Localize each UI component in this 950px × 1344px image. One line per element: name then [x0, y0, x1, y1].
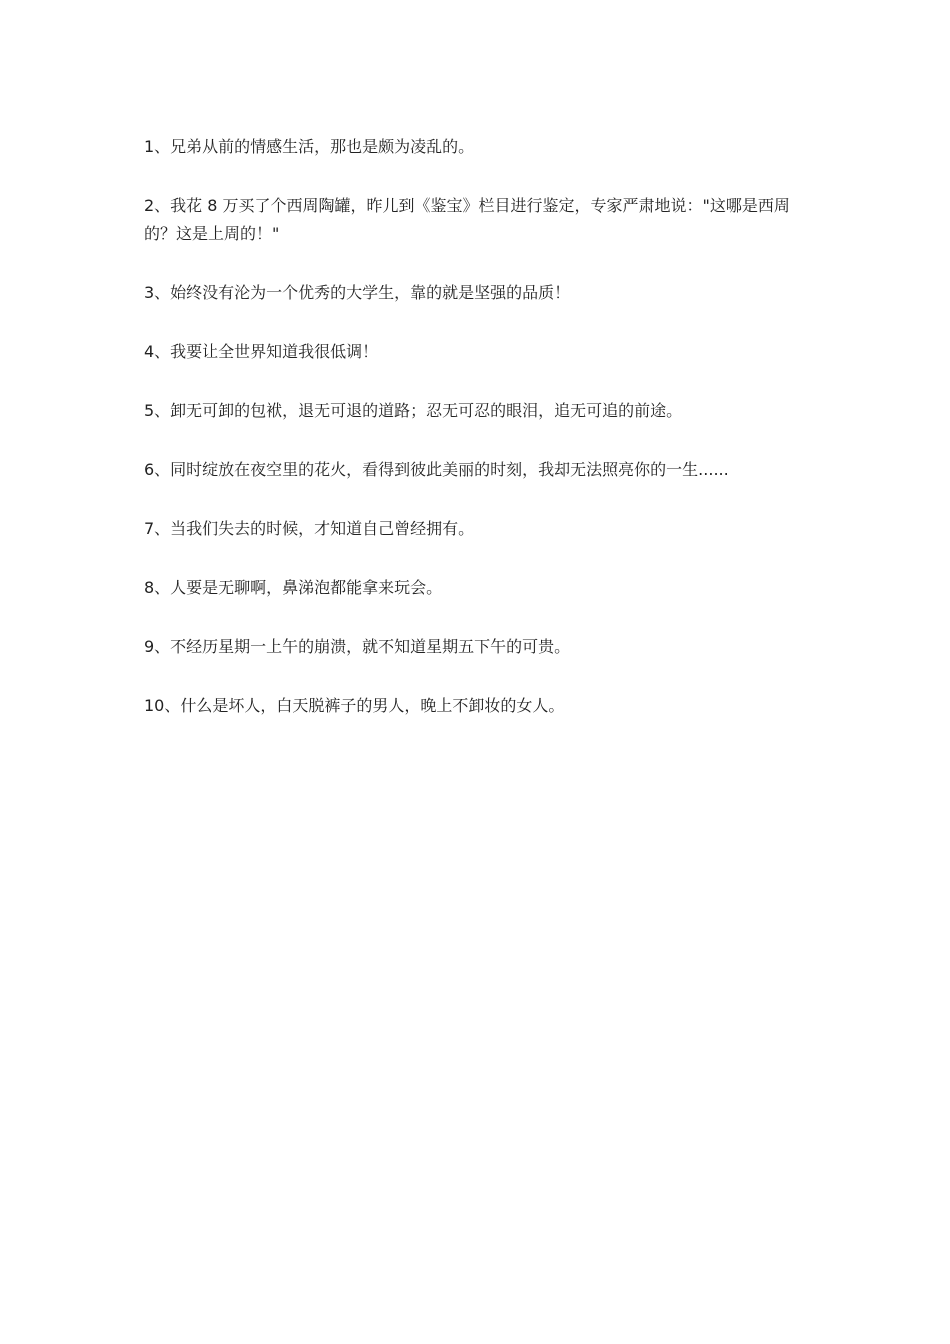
- list-item: 3、始终没有沦为一个优秀的大学生，靠的就是坚强的品质！: [144, 283, 571, 302]
- list-item: 9、不经历星期一上午的崩溃，就不知道星期五下午的可贵。: [144, 637, 571, 656]
- list-item: 4、我要让全世界知道我很低调！: [144, 342, 379, 361]
- list-item: 10、什么是坏人，白天脱裤子的男人，晚上不卸妆的女人。: [144, 696, 565, 715]
- list-item: 6、同时绽放在夜空里的花火，看得到彼此美丽的时刻，我却无法照亮你的一生......: [144, 460, 729, 479]
- list-item: 2、我花 8 万买了个西周陶罐，昨儿到《鉴宝》栏目进行鉴定，专家严肃地说："这哪是西周的？这是上周的！": [144, 196, 790, 243]
- list-item: 5、卸无可卸的包袱，退无可退的道路；忍无可忍的眼泪，追无可追的前途。: [144, 401, 683, 420]
- list-item: 1、兄弟从前的情感生活，那也是颇为凌乱的。: [144, 137, 475, 156]
- joke-list: [144, 133, 816, 751]
- list-item: 7、当我们失去的时候，才知道自己曾经拥有。: [144, 519, 475, 538]
- list-item: 8、人要是无聊啊，鼻涕泡都能拿来玩会。: [144, 578, 443, 597]
